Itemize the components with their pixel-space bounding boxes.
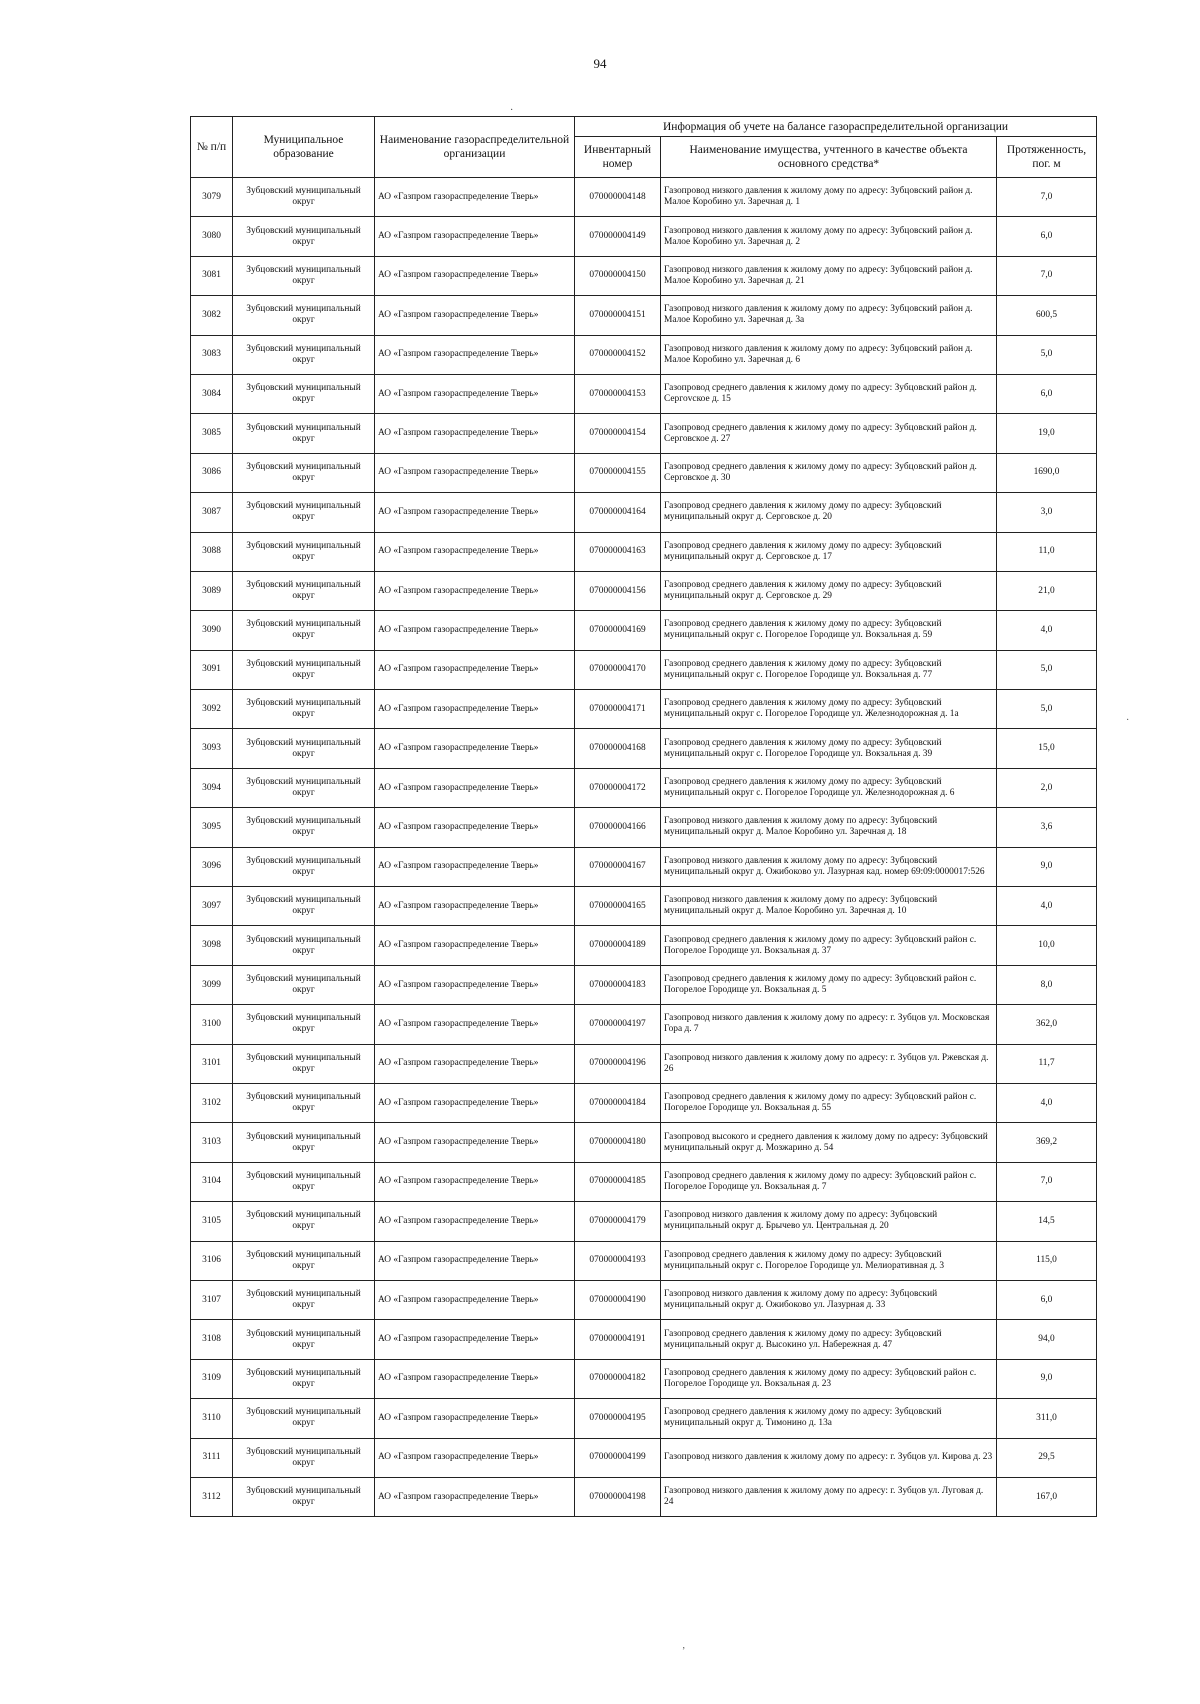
property-name-cell: Газопровод среднего давления к жилому дому по адресу: Зубцовский район д. Серговское д. 30 [661, 453, 997, 492]
inventory-number-cell: 070000004154 [575, 414, 661, 453]
property-name-cell: Газопровод низкого давления к жилому дому по адресу: Зубцовский район д. Малое Коробино ул. Заречная д. 21 [661, 256, 997, 295]
row-number: 3109 [191, 1359, 233, 1398]
organization-cell: АО «Газпром газораспределение Тверь» [375, 1083, 575, 1122]
header-num: № п/п [191, 117, 233, 178]
length-cell: 600,5 [997, 296, 1097, 335]
municipality-cell: Зубцовский муниципальный округ [233, 374, 375, 413]
municipality-cell: Зубцовский муниципальный округ [233, 1123, 375, 1162]
inventory-number-cell: 070000004180 [575, 1123, 661, 1162]
organization-cell: АО «Газпром газораспределение Тверь» [375, 1162, 575, 1201]
organization-cell: АО «Газпром газораспределение Тверь» [375, 178, 575, 217]
property-name-cell: Газопровод среднего давления к жилому дому по адресу: Зубцовский муниципальный округ д. Серговское д. 29 [661, 571, 997, 610]
inventory-number-cell: 070000004185 [575, 1162, 661, 1201]
length-cell: 4,0 [997, 611, 1097, 650]
table-row [191, 296, 1097, 335]
municipality-cell: Зубцовский муниципальный округ [233, 729, 375, 768]
inventory-number-cell: 070000004184 [575, 1083, 661, 1122]
property-name-cell: Газопровод среднего давления к жилому дому по адресу: Зубцовский район д. Сергovское д. 15 [661, 374, 997, 413]
table-row [191, 217, 1097, 256]
inventory-number-cell: 070000004183 [575, 965, 661, 1004]
inventory-number-cell: 070000004152 [575, 335, 661, 374]
length-cell: 5,0 [997, 335, 1097, 374]
inventory-number-cell: 070000004151 [575, 296, 661, 335]
municipality-cell: Зубцовский муниципальный округ [233, 847, 375, 886]
inventory-number-cell: 070000004197 [575, 1005, 661, 1044]
row-number: 3082 [191, 296, 233, 335]
row-number: 3102 [191, 1083, 233, 1122]
municipality-cell: Зубцовский муниципальный округ [233, 493, 375, 532]
organization-cell: АО «Газпром газораспределение Тверь» [375, 887, 575, 926]
municipality-cell: Зубцовский муниципальный округ [233, 532, 375, 571]
length-cell: 2,0 [997, 768, 1097, 807]
property-name-cell: Газопровод среднего давления к жилому дому по адресу: Зубцовский муниципальный округ д. Серговское д. 20 [661, 493, 997, 532]
organization-cell: АО «Газпром газораспределение Тверь» [375, 414, 575, 453]
length-cell: 311,0 [997, 1399, 1097, 1438]
table-row [191, 1438, 1097, 1477]
row-number: 3103 [191, 1123, 233, 1162]
property-name-cell: Газопровод низкого давления к жилому дому по адресу: Зубцовский район д. Малое Коробино ул. Заречная д. 3а [661, 296, 997, 335]
length-cell: 19,0 [997, 414, 1097, 453]
row-number: 3092 [191, 690, 233, 729]
table-row [191, 768, 1097, 807]
organization-cell: АО «Газпром газораспределение Тверь» [375, 1202, 575, 1241]
inventory-number-cell: 070000004169 [575, 611, 661, 650]
table-row [191, 414, 1097, 453]
organization-cell: АО «Газпром газораспределение Тверь» [375, 453, 575, 492]
organization-cell: АО «Газпром газораспределение Тверь» [375, 1399, 575, 1438]
table-row [191, 611, 1097, 650]
table-row [191, 1044, 1097, 1083]
organization-cell: АО «Газпром газораспределение Тверь» [375, 296, 575, 335]
length-cell: 29,5 [997, 1438, 1097, 1477]
length-cell: 5,0 [997, 690, 1097, 729]
length-cell: 5,0 [997, 650, 1097, 689]
inventory-number-cell: 070000004167 [575, 847, 661, 886]
inventory-number-cell: 070000004191 [575, 1320, 661, 1359]
header-balance-group: Информация об учете на балансе газораспределительной организации [575, 117, 1097, 137]
property-name-cell: Газопровод среднего давления к жилому дому по адресу: Зубцовский район с. Погорелое Городище ул. Вокзальная д. 7 [661, 1162, 997, 1201]
page-number: 94 [593, 56, 607, 71]
table-row [191, 335, 1097, 374]
organization-cell: АО «Газпром газораспределение Тверь» [375, 1438, 575, 1477]
inventory-number-cell: 070000004164 [575, 493, 661, 532]
row-number: 3083 [191, 335, 233, 374]
inventory-number-cell: 070000004168 [575, 729, 661, 768]
organization-cell: АО «Газпром газораспределение Тверь» [375, 1123, 575, 1162]
organization-cell: АО «Газпром газораспределение Тверь» [375, 335, 575, 374]
length-cell: 7,0 [997, 1162, 1097, 1201]
municipality-cell: Зубцовский муниципальный округ [233, 1083, 375, 1122]
inventory-number-cell: 070000004193 [575, 1241, 661, 1280]
table-row [191, 1320, 1097, 1359]
table-row [191, 1162, 1097, 1201]
property-name-cell: Газопровод среднего давления к жилому дому по адресу: Зубцовский муниципальный округ с. Погорелое Городище ул. Вокзальная д. 59 [661, 611, 997, 650]
scan-speck: · [510, 105, 514, 116]
municipality-cell: Зубцовский муниципальный округ [233, 1162, 375, 1201]
table-row [191, 808, 1097, 847]
length-cell: 6,0 [997, 1280, 1097, 1319]
property-name-cell: Газопровод среднего давления к жилому дому по адресу: Зубцовский муниципальный округ с. Погорелое Городище ул. Вокзальная д. 39 [661, 729, 997, 768]
table-row [191, 1123, 1097, 1162]
inventory-number-cell: 070000004148 [575, 178, 661, 217]
length-cell: 3,0 [997, 493, 1097, 532]
organization-cell: АО «Газпром газораспределение Тверь» [375, 847, 575, 886]
organization-cell: АО «Газпром газораспределение Тверь» [375, 1044, 575, 1083]
inventory-number-cell: 070000004189 [575, 926, 661, 965]
length-cell: 9,0 [997, 1359, 1097, 1398]
property-name-cell: Газопровод низкого давления к жилому дому по адресу: Зубцовский муниципальный округ д. Ожибоково ул. Лазурная д. 33 [661, 1280, 997, 1319]
municipality-cell: Зубцовский муниципальный округ [233, 965, 375, 1004]
inventory-number-cell: 070000004190 [575, 1280, 661, 1319]
municipality-cell: Зубцовский муниципальный округ [233, 768, 375, 807]
length-cell: 369,2 [997, 1123, 1097, 1162]
municipality-cell: Зубцовский муниципальный округ [233, 808, 375, 847]
inventory-number-cell: 070000004172 [575, 768, 661, 807]
length-cell: 14,5 [997, 1202, 1097, 1241]
row-number: 3084 [191, 374, 233, 413]
property-name-cell: Газопровод низкого давления к жилому дому по адресу: Зубцовский муниципальный округ д. Ожибоково ул. Лазурная кад. номер 69:09:0000017:526 [661, 847, 997, 886]
row-number: 3091 [191, 650, 233, 689]
property-name-cell: Газопровод среднего давления к жилому дому по адресу: Зубцовский район д. Серговское д. 27 [661, 414, 997, 453]
property-name-cell: Газопровод среднего давления к жилому дому по адресу: Зубцовский район с. Погорелое Городище ул. Вокзальная д. 55 [661, 1083, 997, 1122]
organization-cell: АО «Газпром газораспределение Тверь» [375, 217, 575, 256]
length-cell: 7,0 [997, 256, 1097, 295]
property-name-cell: Газопровод среднего давления к жилому дому по адресу: Зубцовский муниципальный округ с. Погорелое Городище ул. Железнодорожная д. 6 [661, 768, 997, 807]
municipality-cell: Зубцовский муниципальный округ [233, 1359, 375, 1398]
length-cell: 4,0 [997, 1083, 1097, 1122]
organization-cell: АО «Газпром газораспределение Тверь» [375, 532, 575, 571]
municipality-cell: Зубцовский муниципальный округ [233, 178, 375, 217]
length-cell: 4,0 [997, 887, 1097, 926]
inventory-number-cell: 070000004165 [575, 887, 661, 926]
row-number: 3099 [191, 965, 233, 1004]
organization-cell: АО «Газпром газораспределение Тверь» [375, 965, 575, 1004]
inventory-number-cell: 070000004199 [575, 1438, 661, 1477]
municipality-cell: Зубцовский муниципальный округ [233, 1202, 375, 1241]
row-number: 3079 [191, 178, 233, 217]
organization-cell: АО «Газпром газораспределение Тверь» [375, 1280, 575, 1319]
table-row [191, 571, 1097, 610]
table-row [191, 1359, 1097, 1398]
municipality-cell: Зубцовский муниципальный округ [233, 335, 375, 374]
header-municipality: Муниципальное образование [233, 117, 375, 178]
municipality-cell: Зубцовский муниципальный округ [233, 1280, 375, 1319]
length-cell: 115,0 [997, 1241, 1097, 1280]
organization-cell: АО «Газпром газораспределение Тверь» [375, 650, 575, 689]
inventory-number-cell: 070000004163 [575, 532, 661, 571]
table-row [191, 1202, 1097, 1241]
property-name-cell: Газопровод среднего давления к жилому дому по адресу: Зубцовский муниципальный округ д. Тимонино д. 13а [661, 1399, 997, 1438]
table-row [191, 256, 1097, 295]
property-name-cell: Газопровод среднего давления к жилому дому по адресу: Зубцовский муниципальный округ с. Погорелое Городище ул. Вокзальная д. 77 [661, 650, 997, 689]
length-cell: 21,0 [997, 571, 1097, 610]
municipality-cell: Зубцовский муниципальный округ [233, 296, 375, 335]
length-cell: 8,0 [997, 965, 1097, 1004]
table-row [191, 1477, 1097, 1516]
header-org: Наименование газораспределительной организации [375, 117, 575, 178]
table-row [191, 374, 1097, 413]
row-number: 3095 [191, 808, 233, 847]
organization-cell: АО «Газпром газораспределение Тверь» [375, 1241, 575, 1280]
length-cell: 94,0 [997, 1320, 1097, 1359]
organization-cell: АО «Газпром газораспределение Тверь» [375, 611, 575, 650]
row-number: 3080 [191, 217, 233, 256]
property-name-cell: Газопровод среднего давления к жилому дому по адресу: Зубцовский муниципальный округ д. Серговское д. 17 [661, 532, 997, 571]
inventory-number-cell: 070000004156 [575, 571, 661, 610]
table-row [191, 887, 1097, 926]
organization-cell: АО «Газпром газораспределение Тверь» [375, 926, 575, 965]
inventory-number-cell: 070000004196 [575, 1044, 661, 1083]
municipality-cell: Зубцовский муниципальный округ [233, 453, 375, 492]
municipality-cell: Зубцовский муниципальный округ [233, 1438, 375, 1477]
length-cell: 7,0 [997, 178, 1097, 217]
municipality-cell: Зубцовский муниципальный округ [233, 1477, 375, 1516]
inventory-number-cell: 070000004198 [575, 1477, 661, 1516]
table-row [191, 926, 1097, 965]
table-row [191, 650, 1097, 689]
length-cell: 11,0 [997, 532, 1097, 571]
scan-speck: · [1126, 715, 1130, 726]
row-number: 3098 [191, 926, 233, 965]
property-name-cell: Газопровод среднего давления к жилому дому по адресу: Зубцовский район с. Погорелое Городище ул. Вокзальная д. 37 [661, 926, 997, 965]
length-cell: 6,0 [997, 374, 1097, 413]
row-number: 3087 [191, 493, 233, 532]
municipality-cell: Зубцовский муниципальный округ [233, 1005, 375, 1044]
municipality-cell: Зубцовский муниципальный округ [233, 1241, 375, 1280]
municipality-cell: Зубцовский муниципальный округ [233, 650, 375, 689]
property-name-cell: Газопровод среднего давления к жилому дому по адресу: Зубцовский район с. Погорелое Городище ул. Вокзальная д. 5 [661, 965, 997, 1004]
table-header [191, 117, 1097, 178]
row-number: 3100 [191, 1005, 233, 1044]
length-cell: 15,0 [997, 729, 1097, 768]
property-name-cell: Газопровод низкого давления к жилому дому по адресу: Зубцовский район д. Малое Коробино ул. Заречная д. 2 [661, 217, 997, 256]
organization-cell: АО «Газпром газораспределение Тверь» [375, 1005, 575, 1044]
organization-cell: АО «Газпром газораспределение Тверь» [375, 1320, 575, 1359]
municipality-cell: Зубцовский муниципальный округ [233, 611, 375, 650]
municipality-cell: Зубцовский муниципальный округ [233, 414, 375, 453]
organization-cell: АО «Газпром газораспределение Тверь» [375, 493, 575, 532]
organization-cell: АО «Газпром газораспределение Тверь» [375, 690, 575, 729]
municipality-cell: Зубцовский муниципальный округ [233, 217, 375, 256]
row-number: 3081 [191, 256, 233, 295]
organization-cell: АО «Газпром газораспределение Тверь» [375, 729, 575, 768]
property-name-cell: Газопровод низкого давления к жилому дому по адресу: Зубцовский муниципальный округ д. Малое Коробино ул. Заречная д. 10 [661, 887, 997, 926]
row-number: 3101 [191, 1044, 233, 1083]
municipality-cell: Зубцовский муниципальный округ [233, 1399, 375, 1438]
length-cell: 6,0 [997, 217, 1097, 256]
municipality-cell: Зубцовский муниципальный округ [233, 690, 375, 729]
organization-cell: АО «Газпром газораспределение Тверь» [375, 1477, 575, 1516]
inventory-number-cell: 070000004171 [575, 690, 661, 729]
table-row [191, 178, 1097, 217]
row-number: 3096 [191, 847, 233, 886]
table-row [191, 1280, 1097, 1319]
inventory-number-cell: 070000004166 [575, 808, 661, 847]
table-row [191, 1241, 1097, 1280]
table-body [191, 178, 1097, 1517]
header-property-name: Наименование имущества, учтенного в качестве объекта основного средства* [661, 137, 997, 178]
municipality-cell: Зубцовский муниципальный округ [233, 256, 375, 295]
row-number: 3088 [191, 532, 233, 571]
table-row [191, 847, 1097, 886]
property-name-cell: Газопровод высокого и среднего давления к жилому дому по адресу: Зубцовский муниципальный округ д. Мозжарино д. 54 [661, 1123, 997, 1162]
row-number: 3094 [191, 768, 233, 807]
table-row [191, 493, 1097, 532]
property-name-cell: Газопровод среднего давления к жилому дому по адресу: Зубцовский район с. Погорелое Городище ул. Вокзальная д. 23 [661, 1359, 997, 1398]
row-number: 3093 [191, 729, 233, 768]
table-row [191, 453, 1097, 492]
gas-register-table [190, 116, 1097, 1517]
length-cell: 3,6 [997, 808, 1097, 847]
row-number: 3085 [191, 414, 233, 453]
table-row [191, 1083, 1097, 1122]
organization-cell: АО «Газпром газораспределение Тверь» [375, 256, 575, 295]
inventory-number-cell: 070000004150 [575, 256, 661, 295]
length-cell: 1690,0 [997, 453, 1097, 492]
property-name-cell: Газопровод среднего давления к жилому дому по адресу: Зубцовский муниципальный округ д. Высокино ул. Набережная д. 47 [661, 1320, 997, 1359]
municipality-cell: Зубцовский муниципальный округ [233, 1320, 375, 1359]
length-cell: 167,0 [997, 1477, 1097, 1516]
row-number: 3110 [191, 1399, 233, 1438]
row-number: 3112 [191, 1477, 233, 1516]
row-number: 3106 [191, 1241, 233, 1280]
property-name-cell: Газопровод среднего давления к жилому дому по адресу: Зубцовский муниципальный округ с. Погорелое Городище ул. Железнодорожная д. 1а [661, 690, 997, 729]
property-name-cell: Газопровод низкого давления к жилому дому по адресу: г. Зубцов ул. Ржевская д. 26 [661, 1044, 997, 1083]
municipality-cell: Зубцовский муниципальный округ [233, 571, 375, 610]
table-row [191, 690, 1097, 729]
table-row [191, 965, 1097, 1004]
row-number: 3090 [191, 611, 233, 650]
row-number: 3111 [191, 1438, 233, 1477]
property-name-cell: Газопровод низкого давления к жилому дому по адресу: Зубцовский муниципальный округ д. Брычево ул. Центральная д. 20 [661, 1202, 997, 1241]
length-cell: 10,0 [997, 926, 1097, 965]
row-number: 3104 [191, 1162, 233, 1201]
inventory-number-cell: 070000004195 [575, 1399, 661, 1438]
header-length: Протяженность, пог. м [997, 137, 1097, 178]
property-name-cell: Газопровод низкого давления к жилому дому по адресу: г. Зубцов ул. Кирова д. 23 [661, 1438, 997, 1477]
row-number: 3107 [191, 1280, 233, 1319]
property-name-cell: Газопровод низкого давления к жилому дому по адресу: Зубцовский муниципальный округ д. Малое Коробино ул. Заречная д. 18 [661, 808, 997, 847]
length-cell: 362,0 [997, 1005, 1097, 1044]
length-cell: 9,0 [997, 847, 1097, 886]
row-number: 3089 [191, 571, 233, 610]
inventory-number-cell: 070000004170 [575, 650, 661, 689]
organization-cell: АО «Газпром газораспределение Тверь» [375, 374, 575, 413]
row-number: 3105 [191, 1202, 233, 1241]
organization-cell: АО «Газпром газораспределение Тверь» [375, 571, 575, 610]
row-number: 3097 [191, 887, 233, 926]
municipality-cell: Зубцовский муниципальный округ [233, 1044, 375, 1083]
property-name-cell: Газопровод низкого давления к жилому дому по адресу: Зубцовский район д. Малое Коробино ул. Заречная д. 6 [661, 335, 997, 374]
property-name-cell: Газопровод низкого давления к жилому дому по адресу: г. Зубцов ул. Луговая д. 24 [661, 1477, 997, 1516]
table-row [191, 532, 1097, 571]
inventory-number-cell: 070000004149 [575, 217, 661, 256]
municipality-cell: Зубцовский муниципальный округ [233, 926, 375, 965]
header-inventory-number: Инвентарный номер [575, 137, 661, 178]
scan-speck: ‚ [682, 1640, 686, 1651]
organization-cell: АО «Газпром газораспределение Тверь» [375, 1359, 575, 1398]
inventory-number-cell: 070000004155 [575, 453, 661, 492]
organization-cell: АО «Газпром газораспределение Тверь» [375, 768, 575, 807]
length-cell: 11,7 [997, 1044, 1097, 1083]
table-row [191, 1005, 1097, 1044]
property-name-cell: Газопровод низкого давления к жилому дому по адресу: г. Зубцов ул. Московская Гора д. 7 [661, 1005, 997, 1044]
row-number: 3086 [191, 453, 233, 492]
organization-cell: АО «Газпром газораспределение Тверь» [375, 808, 575, 847]
inventory-number-cell: 070000004182 [575, 1359, 661, 1398]
property-name-cell: Газопровод среднего давления к жилому дому по адресу: Зубцовский муниципальный округ с. Погорелое Городище ул. Мелиоративная д. 3 [661, 1241, 997, 1280]
row-number: 3108 [191, 1320, 233, 1359]
inventory-number-cell: 070000004179 [575, 1202, 661, 1241]
table-row [191, 729, 1097, 768]
table-row [191, 1399, 1097, 1438]
inventory-number-cell: 070000004153 [575, 374, 661, 413]
municipality-cell: Зубцовский муниципальный округ [233, 887, 375, 926]
property-name-cell: Газопровод низкого давления к жилому дому по адресу: Зубцовский район д. Малое Коробино ул. Заречная д. 1 [661, 178, 997, 217]
